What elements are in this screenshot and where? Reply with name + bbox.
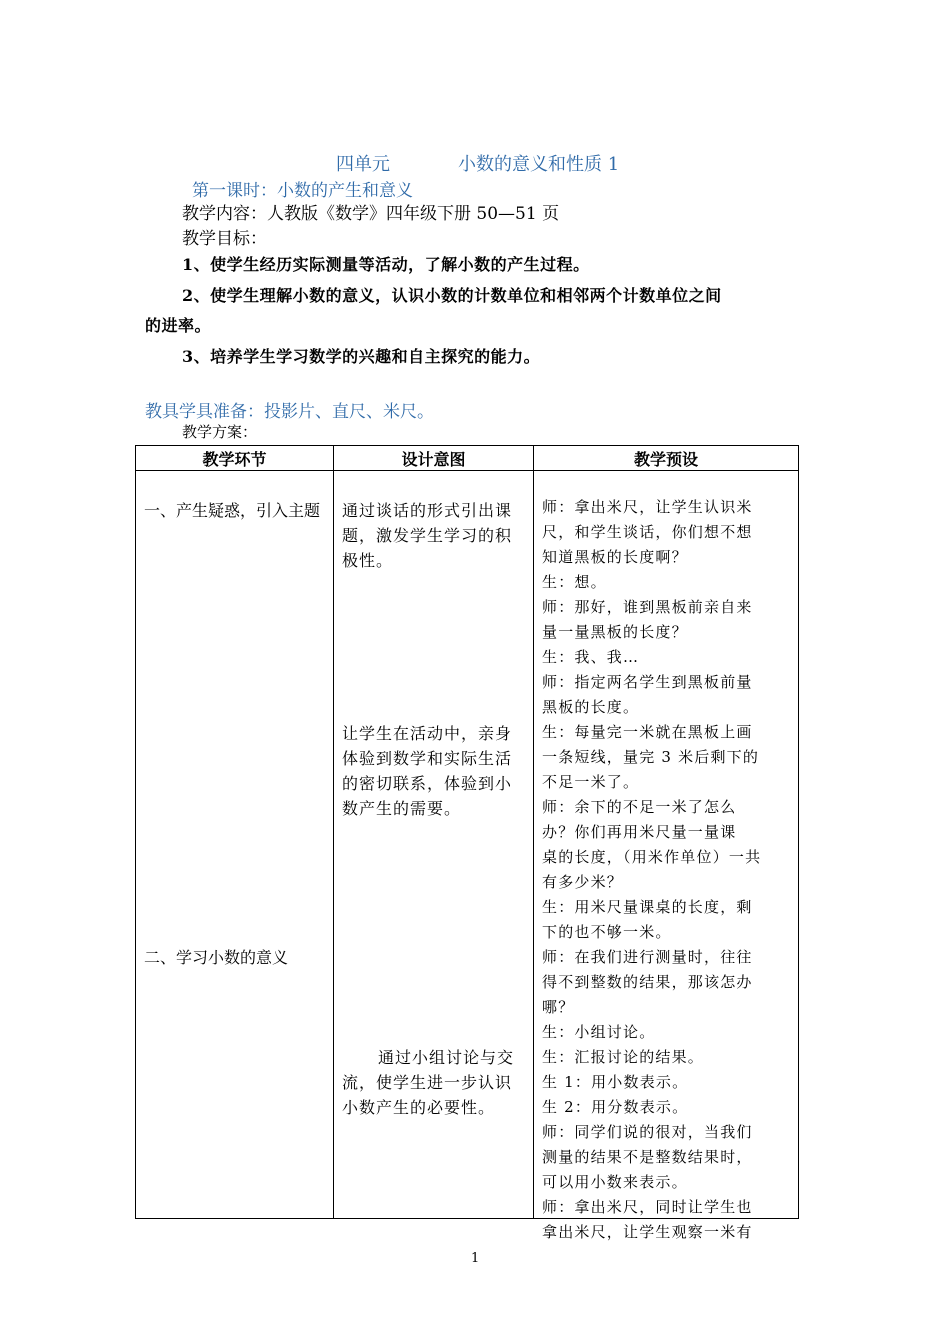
intent-1: 通过谈话的形式引出课题，激发学生学习的积极性。 [342, 501, 513, 570]
preset-line: 桌的长度，（用米作单位）一共 [542, 848, 762, 866]
preset-line: 知道黑板的长度啊？ [542, 548, 688, 566]
teaching-content: 教学内容：人教版《数学》四年级下册 50—51 页 [182, 204, 560, 224]
preset-dialogue [542, 495, 792, 1245]
preset-line: 测量的结果不是整数结果时， [542, 1148, 753, 1166]
preset-line: 师：拿出米尺，让学生认识米 [542, 498, 753, 516]
intent-3: 通过小组讨论与交流，使学生进一步认识小数产生的必要性。 [342, 1048, 515, 1117]
preset-line: 生 2：用分数表示。 [542, 1098, 689, 1116]
unit-label: 四单元 [336, 154, 390, 175]
preset-line: 师：在我们进行测量时，往往 [542, 948, 753, 966]
preset-line: 生：想。 [542, 573, 607, 591]
header-intent: 设计意图 [334, 446, 534, 471]
preset-line: 生 1：用小数表示。 [542, 1073, 689, 1091]
preset-line: 不足一米了。 [542, 773, 640, 791]
preset-line: 师：同学们说的很对，当我们 [542, 1123, 753, 1141]
header-step: 教学环节 [136, 446, 334, 471]
preset-line: 得不到整数的结果，那该怎办 [542, 973, 753, 991]
preset-line: 生：我、我… [542, 648, 640, 666]
header-preset: 教学预设 [534, 446, 799, 471]
page-title [336, 150, 619, 176]
preset-line: 可以用小数来表示。 [542, 1173, 688, 1191]
preset-line: 哪？ [542, 998, 575, 1016]
goal-2: 2、使学生理解小数的意义，认识小数的计数单位和相邻两个计数单位之间 [182, 286, 722, 305]
plan-label: 教学方案： [182, 423, 258, 441]
preset-line: 尺，和学生谈话，你们想不想 [542, 523, 753, 541]
preset-line: 黑板的长度。 [542, 698, 640, 716]
step-cell [136, 471, 334, 1219]
intent-2: 让学生在活动中，亲身体验到数学和实际生活的密切联系，体验到小数产生的需要。 [342, 724, 513, 818]
preset-line: 师：余下的不足一米了怎么 [542, 798, 737, 816]
preset-line: 有多少米？ [542, 873, 624, 891]
preset-line: 办？你们再用米尺量一量课 [542, 823, 737, 841]
preset-line: 下的也不够一米。 [542, 923, 672, 941]
preset-cell [534, 471, 799, 1241]
unit-title: 小数的意义和性质 1 [458, 154, 620, 175]
tools-prep: 教具学具准备：投影片、直尺、米尺。 [145, 402, 434, 422]
intent-cell [334, 471, 534, 1219]
preset-line: 师：指定两名学生到黑板前量 [542, 673, 753, 691]
table-header-row [136, 446, 799, 471]
lesson-title: 第一课时：小数的产生和意义 [192, 181, 413, 201]
step-2: 二、学习小数的意义 [144, 948, 289, 967]
preset-line: 一条短线，量完 3 米后剩下的 [542, 748, 760, 766]
table-row [136, 471, 799, 1219]
preset-line: 生：汇报讨论的结果。 [542, 1048, 705, 1066]
goal-3: 3、培养学生学习数学的兴趣和自主探究的能力。 [182, 347, 541, 366]
goals-label: 教学目标： [182, 229, 267, 249]
preset-line: 生：用米尺量课桌的长度，剩 [542, 898, 753, 916]
lesson-plan-table [135, 445, 799, 1241]
preset-line: 拿出米尺，让学生观察一米有 [542, 1223, 753, 1241]
preset-line: 量一量黑板的长度？ [542, 623, 688, 641]
preset-line: 生：小组讨论。 [542, 1023, 656, 1041]
preset-line: 生：每量完一米就在黑板上画 [542, 723, 753, 741]
goal-2-continued: 的进率。 [145, 316, 212, 335]
step-1: 一、产生疑惑，引入主题 [144, 501, 321, 520]
preset-line: 师：拿出米尺，同时让学生也 [542, 1198, 753, 1216]
goal-1: 1、使学生经历实际测量等活动，了解小数的产生过程。 [182, 255, 590, 274]
preset-line: 师：那好，谁到黑板前亲自来 [542, 598, 753, 616]
page-number: 1 [471, 1251, 480, 1266]
